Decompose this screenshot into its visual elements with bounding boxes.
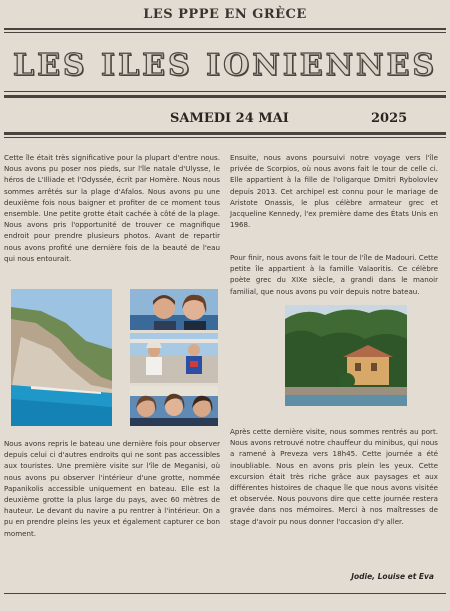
- group-boat-photo: [130, 333, 218, 383]
- article-paragraph: Ensuite, nous avons poursuivi notre voyage vers l'île privée de Scorpios, où nous avons fait le tour de celle ci. Elle appartient à la fille de l'oligarque Dmitri Rybolovlev depuis 2013. Cet archipel est connu pour le mariage de Aristote Onassis, le plus célèbre armateur grec et Jacqueline Kennedy, l'ex première dame des États Unis en 1968.: [230, 153, 438, 230]
- section-kicker: LES PPPE EN GRÈCE: [143, 7, 307, 22]
- page-title: LES ILES IONIENNES: [12, 48, 438, 83]
- article-paragraph: Après cette dernière visite, nous sommes rentrés au port. Nous avons retrouvé notre chauffeur du minibus, qui nous a ramené à Preveza vers 18h45. Cette journée a été inoubliable. Nous en avons pris plein les yeux. Cette excursion était très riche grâce aux paysages et aux différentes histoires de chaque île que nous avons visitée et observée. Nous pouvons dire que cette journée restera gravée dans nos mémoires. Merci à nos maîtresses de stage d'avoir pu nous donner l'occasion d'y aller.: [230, 427, 438, 526]
- group-selfie-photo: [130, 289, 218, 330]
- top-rule-thin: [4, 32, 446, 33]
- article-paragraph: Nous avons repris le bateau une dernière fois pour observer depuis celui ci d'autres endroits qui ne sont pas accessibles aux touristes. Une première visite sur l'île de Meganisi, où nous avons pu observer l'intérieur d'une grotte, nommée Papanikolis accessible uniquement en bateau. Elle est la deuxième grotte la plus large du pays, avec 60 mètres de hauteur. Le devant du navire a pu rentrer à l'intérieur. On a pu en prendre pleins les yeux et également capturer ce bon moment.: [4, 439, 220, 538]
- issue-date: SAMEDI 24 MAI: [170, 111, 289, 126]
- article-paragraph: Cette île était très significative pour la plupart d'entre nous. Nous avons pu poser nos pieds, sur l'île natale d'Ulysse, le héros de L'Illiade et l'Odyssée, écrit par Homère. Nous nous sommes arrêtés sur la plage d'Afalos. Nous avons pu une deuxième fois nous baigner et profiter de ce moment tous ensemble. Une petite grotte était cachée à côté de la plage. Nous avons pris l'opportunité de trouver ce magnifique endroit pour prendre plusieurs photos. Avant de repartir nous avons profité une dernière fois de la beauté de l'eau qui nous entourait.: [4, 153, 220, 263]
- bottom-rule: [4, 593, 446, 594]
- beach-photo: [11, 289, 112, 426]
- friends-selfie-photo: [130, 386, 218, 426]
- date-rule-thick: [4, 132, 446, 135]
- title-rule-thick: [4, 95, 446, 98]
- manor-photo: [285, 305, 407, 406]
- author-signature: Jodie, Louise et Eva: [351, 572, 434, 581]
- date-rule-thin: [4, 137, 446, 138]
- top-rule-thick: [4, 28, 446, 30]
- title-rule-thin: [4, 91, 446, 92]
- article-paragraph: Pour finir, nous avons fait le tour de l'île de Madouri. Cette petite île appartient à la famille Valaoritis. Ce célèbre poète grec du XIXe siècle, a grandi dans le manoir familial, que nous avons pu voir depuis notre bateau.: [230, 253, 438, 296]
- issue-year: 2025: [371, 111, 408, 126]
